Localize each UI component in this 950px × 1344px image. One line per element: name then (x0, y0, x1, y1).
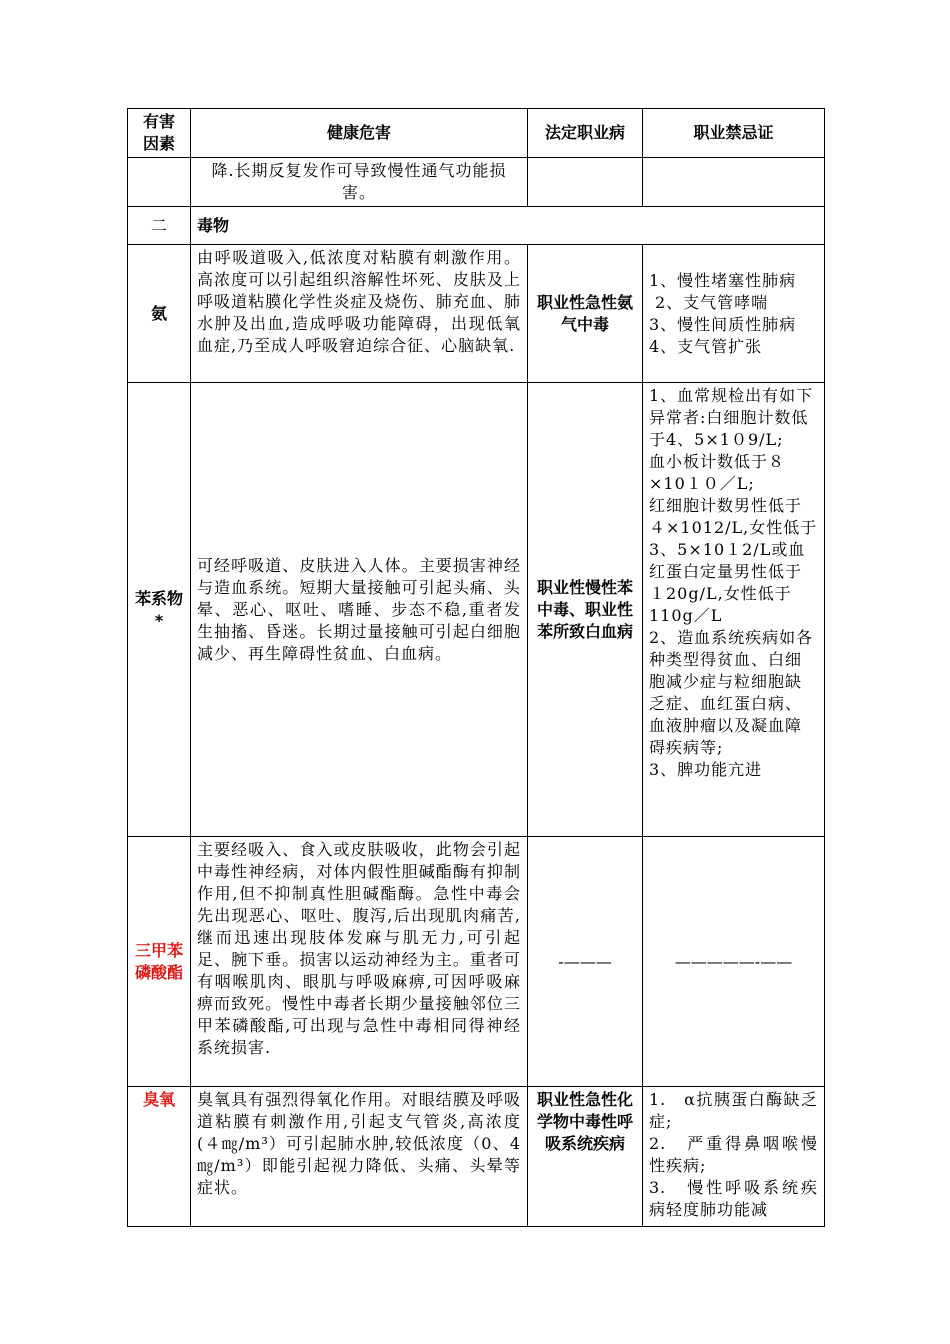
contraindication: —————-—— (643, 837, 825, 1087)
contraindication-item: 2. 严重得鼻咽喉慢性疾病; (649, 1134, 818, 1175)
table-row (128, 837, 825, 1087)
occupational-hazard-table (127, 108, 825, 1227)
contraindication-item: 2、支气管哮喘 (655, 292, 769, 312)
hazard-factor: 臭氧 (128, 1087, 191, 1227)
contraindication-item: 2、造血系统疾病如各种类型得贫血、白细胞减少症与粒细胞缺乏症、血红蛋白病、血液肿瘤以及凝血障碍疾病等; (649, 628, 814, 757)
contraindication-item: 3、慢性间质性肺病 (649, 314, 797, 334)
statutory-disease: 职业性慢性苯中毒、职业性苯所致白血病 (528, 383, 643, 837)
contraindication-list (643, 1087, 825, 1227)
contraindication-item: 4、支气管扩张 (649, 336, 763, 356)
header-statutory-disease: 法定职业病 (528, 109, 643, 158)
continuation-contraindication (643, 158, 825, 207)
section-number: 二 (128, 207, 191, 245)
table-header-row (128, 109, 825, 158)
continuation-row (128, 158, 825, 207)
header-hazard-factor: 有害因素 (128, 109, 191, 158)
continuation-factor (128, 158, 191, 207)
continuation-description: 降.长期反复发作可导致慢性通气功能损害。 (191, 158, 528, 207)
health-hazard-text: 由呼吸道吸入,低浓度对粘膜有刺激作用。高浓度可以引起组织溶解性坏死、皮肤及上呼吸道粘膜化学性炎症及烧伤、肺充血、肺水肿及出血,造成呼吸功能障碍，出现低氧血症,乃至成人呼吸窘迫综合征、心脑缺氧. (191, 245, 528, 383)
contraindication-item: 3、脾功能亢进 (649, 760, 763, 779)
health-hazard-text: 臭氧具有强烈得氧化作用。对眼结膜及呼吸道粘膜有刺激作用,引起支气管炎,高浓度(４㎎/m³）可引起肺水肿,较低浓度（0、4㎎/m³）即能引起视力降低、头痛、头晕等症状。 (191, 1087, 528, 1227)
table-row (128, 383, 825, 837)
health-hazard-text: 主要经吸入、食入或皮肤吸收，此物会引起中毒性神经病，对体内假性胆碱酯酶有抑制作用,但不抑制真性胆碱酯酶。急性中毒会先出现恶心、呕吐、腹泻,后出现肌肉痛苦,继而迅速出现肢体发麻与肌无力,可引起足、腕下垂。损害以运动神经为主。重者可有咽喉肌肉、眼肌与呼吸麻痹,可因呼吸麻痹而致死。慢性中毒者长期少量接触邻位三甲苯磷酸酯,可出现与急性中毒相同得神经系统损害. (191, 837, 528, 1087)
header-contraindication: 职业禁忌证 (643, 109, 825, 158)
contraindication-list (643, 383, 825, 837)
contraindication-item: 红细胞计数男性低于４×1012/L,女性低于3、5×10１2/L或血红蛋白定量男性低于１20g/L,女性低于110g／L (649, 496, 818, 625)
continuation-disease (528, 158, 643, 207)
table-row (128, 245, 825, 383)
contraindication-item: 血小板计数低于８×10１０／L; (649, 452, 786, 493)
hazard-factor: 三甲苯磷酸酯 (128, 837, 191, 1087)
statutory-disease: 职业性急性化学物中毒性呼吸系统疾病 (528, 1087, 643, 1227)
table-row (128, 1087, 825, 1227)
statutory-disease: 职业性急性氨气中毒 (528, 245, 643, 383)
hazard-factor: 氨 (128, 245, 191, 383)
section-title: 毒物 (191, 207, 825, 245)
section-row (128, 207, 825, 245)
contraindication-list (643, 245, 825, 383)
statutory-disease: -——— (528, 837, 643, 1087)
contraindication-item: 1. α抗胰蛋白酶缺乏症; (649, 1090, 818, 1131)
health-hazard-text: 可经呼吸道、皮肤进入人体。主要损害神经与造血系统。短期大量接触可引起头痛、头晕、恶心、呕吐、嗜睡、步态不稳,重者发生抽搐、昏迷。长期过量接触可引起白细胞减少、再生障碍性贫血、白血病。 (191, 383, 528, 837)
contraindication-item: 1、慢性堵塞性肺病 (649, 270, 797, 290)
hazard-factor: 苯系物* (128, 383, 191, 837)
header-health-hazard: 健康危害 (191, 109, 528, 158)
contraindication-item: 1、血常规检出有如下异常者:白细胞计数低于4、5×1０9/L; (649, 386, 814, 449)
contraindication-item: 3. 慢性呼吸系统疾病轻度肺功能减 (649, 1178, 818, 1219)
